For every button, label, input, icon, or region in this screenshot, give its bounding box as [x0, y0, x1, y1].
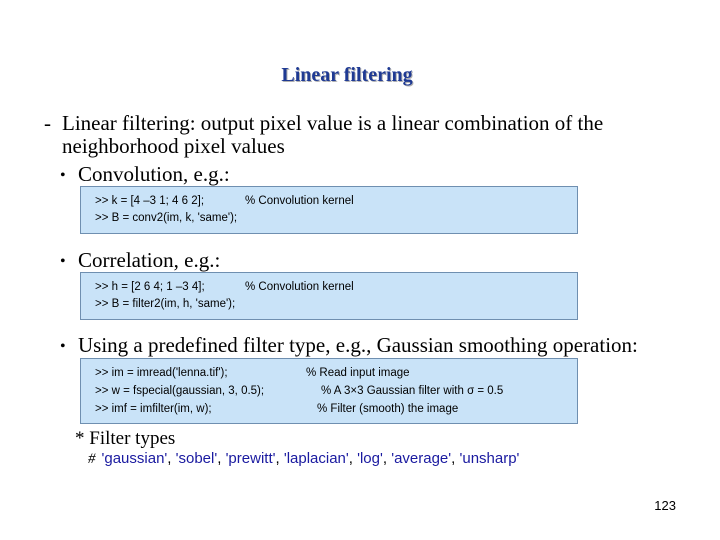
code-command: >> w = fspecial(gaussian, 3, 0.5);	[95, 385, 265, 397]
code-comment: % Convolution kernel	[245, 281, 354, 293]
code-comment: % A 3×3 Gaussian filter with σ = 0.5	[321, 385, 504, 397]
filter-type: 'unsharp'	[459, 450, 520, 467]
bullet-dot-icon: •	[60, 253, 66, 270]
bullet-predefined-label: Using a predefined filter type, e.g., Gaussian smoothing operation:	[78, 333, 638, 357]
filter-type: 'gaussian'	[101, 450, 168, 467]
bullet-dot-icon: •	[60, 167, 66, 184]
bullet-dash: -	[44, 111, 51, 135]
code-box-convolution	[80, 186, 578, 234]
slide-title: Linear filtering	[281, 64, 413, 86]
code-box-predefined	[80, 358, 578, 424]
code-command: >> imf = imfilter(im, w);	[95, 403, 212, 415]
code-command: >> k = [4 –3 1; 4 6 2];	[95, 195, 205, 207]
filter-types-note: * Filter types	[75, 428, 176, 449]
bullet-correlation-label: Correlation, e.g.:	[78, 248, 221, 272]
filter-type: 'average'	[391, 450, 452, 467]
code-command: >> im = imread('lenna.tif');	[95, 367, 228, 379]
filter-type: 'sobel'	[175, 450, 218, 467]
code-comment: % Convolution kernel	[245, 195, 354, 207]
filter-types-list: # 'gaussian', 'sobel', 'prewitt', 'laplacian', 'log', 'average', 'unsharp'	[88, 450, 520, 467]
bullet-dot-icon: •	[60, 338, 66, 355]
code-comment: % Filter (smooth) the image	[317, 403, 459, 415]
page-number: 123	[654, 498, 676, 513]
filter-type: 'log'	[357, 450, 383, 467]
code-command: >> h = [2 6 4; 1 –3 4];	[95, 281, 205, 293]
code-command: >> B = conv2(im, k, 'same');	[95, 212, 238, 224]
code-comment: % Read input image	[306, 367, 410, 379]
filter-hash: #	[88, 451, 96, 467]
filter-type: 'laplacian'	[283, 450, 349, 467]
code-box-correlation	[80, 272, 578, 320]
code-command: >> B = filter2(im, h, 'same');	[95, 298, 236, 310]
filter-type: 'prewitt'	[225, 450, 276, 467]
main-bullet-text: Linear filtering: output pixel value is a linear combination of the neighborhood pixel values	[62, 111, 604, 158]
bullet-convolution-label: Convolution, e.g.:	[78, 162, 230, 186]
